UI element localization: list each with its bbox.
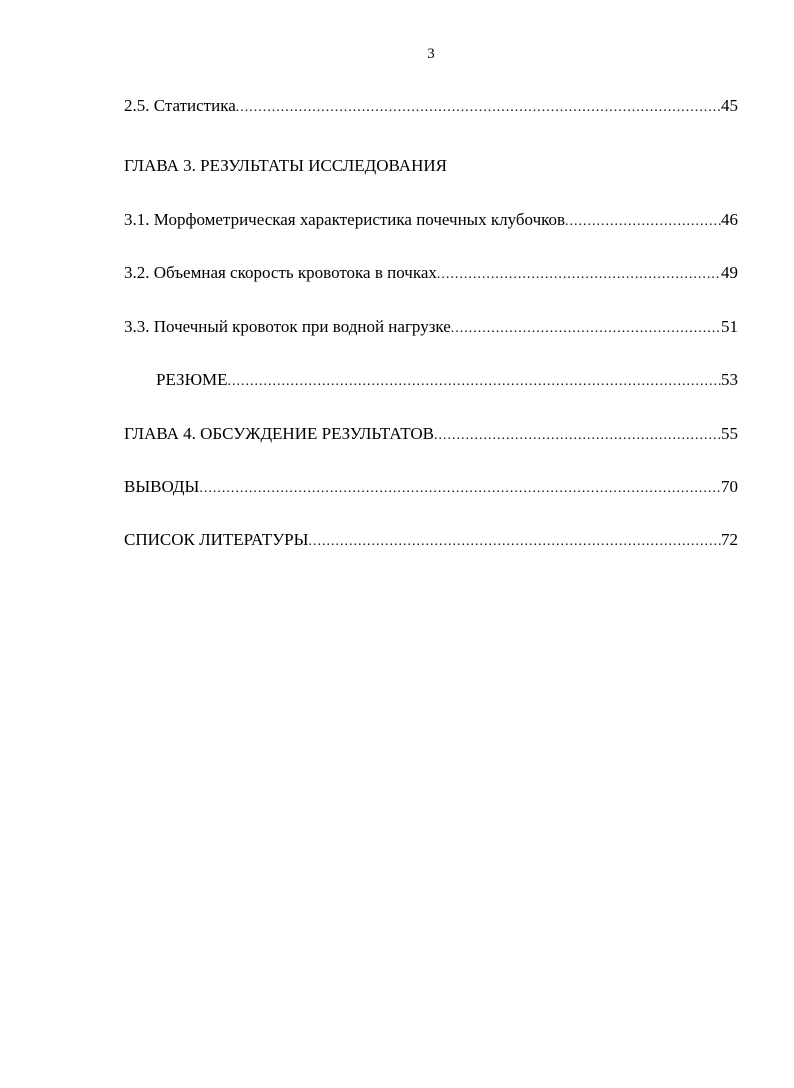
- toc-chapter-3-heading: [124, 155, 447, 177]
- toc-entry-title: СПИСОК ЛИТЕРАТУРЫ: [124, 530, 309, 549]
- toc-dot-leader: [434, 425, 721, 447]
- toc-dot-leader: [199, 478, 721, 500]
- toc-entry-page: 53: [721, 370, 738, 389]
- page-number: 3: [427, 46, 435, 62]
- toc-entry-summary: [156, 369, 738, 393]
- toc-entry-3-1: [124, 209, 738, 233]
- toc-entry-statistics: [124, 95, 738, 119]
- toc-entry-conclusions: [124, 476, 738, 500]
- toc-entry-3-3: [124, 316, 738, 340]
- toc-dot-leader: [308, 531, 721, 553]
- toc-entry-title: 3.3. Почечный кровоток при водной нагрузке: [124, 317, 451, 336]
- toc-dot-leader: [228, 371, 721, 393]
- toc-entry-page: 70: [721, 477, 738, 496]
- toc-entry-title: 2.5. Статистика: [124, 96, 236, 115]
- toc-entry-page: 46: [721, 210, 738, 229]
- toc-dot-leader: [236, 97, 721, 119]
- toc-dot-leader: [565, 211, 721, 233]
- toc-entry-title: РЕЗЮМЕ: [156, 370, 228, 389]
- toc-entry-title: 3.1. Морфометрическая характеристика почечных клубочков: [124, 210, 566, 229]
- toc-entry-title: ВЫВОДЫ: [124, 477, 200, 496]
- toc-entry-page: 49: [721, 263, 738, 282]
- toc-entry-chapter-4: [124, 423, 738, 447]
- toc-entry-3-2: [124, 262, 738, 286]
- toc-entry-title: ГЛАВА 3. РЕЗУЛЬТАТЫ ИССЛЕДОВАНИЯ: [124, 156, 447, 175]
- toc-entry-page: 51: [721, 317, 738, 336]
- toc-entry-title: 3.2. Объемная скорость кровотока в почках: [124, 263, 437, 282]
- toc-entry-title: ГЛАВА 4. ОБСУЖДЕНИЕ РЕЗУЛЬТАТОВ: [124, 424, 434, 443]
- toc-dot-leader: [451, 318, 721, 340]
- toc-entry-page: 72: [721, 530, 738, 549]
- toc-entry-page: 45: [721, 96, 738, 115]
- toc-dot-leader: [437, 264, 721, 286]
- toc-entry-page: 55: [721, 424, 738, 443]
- toc-entry-references: [124, 529, 738, 553]
